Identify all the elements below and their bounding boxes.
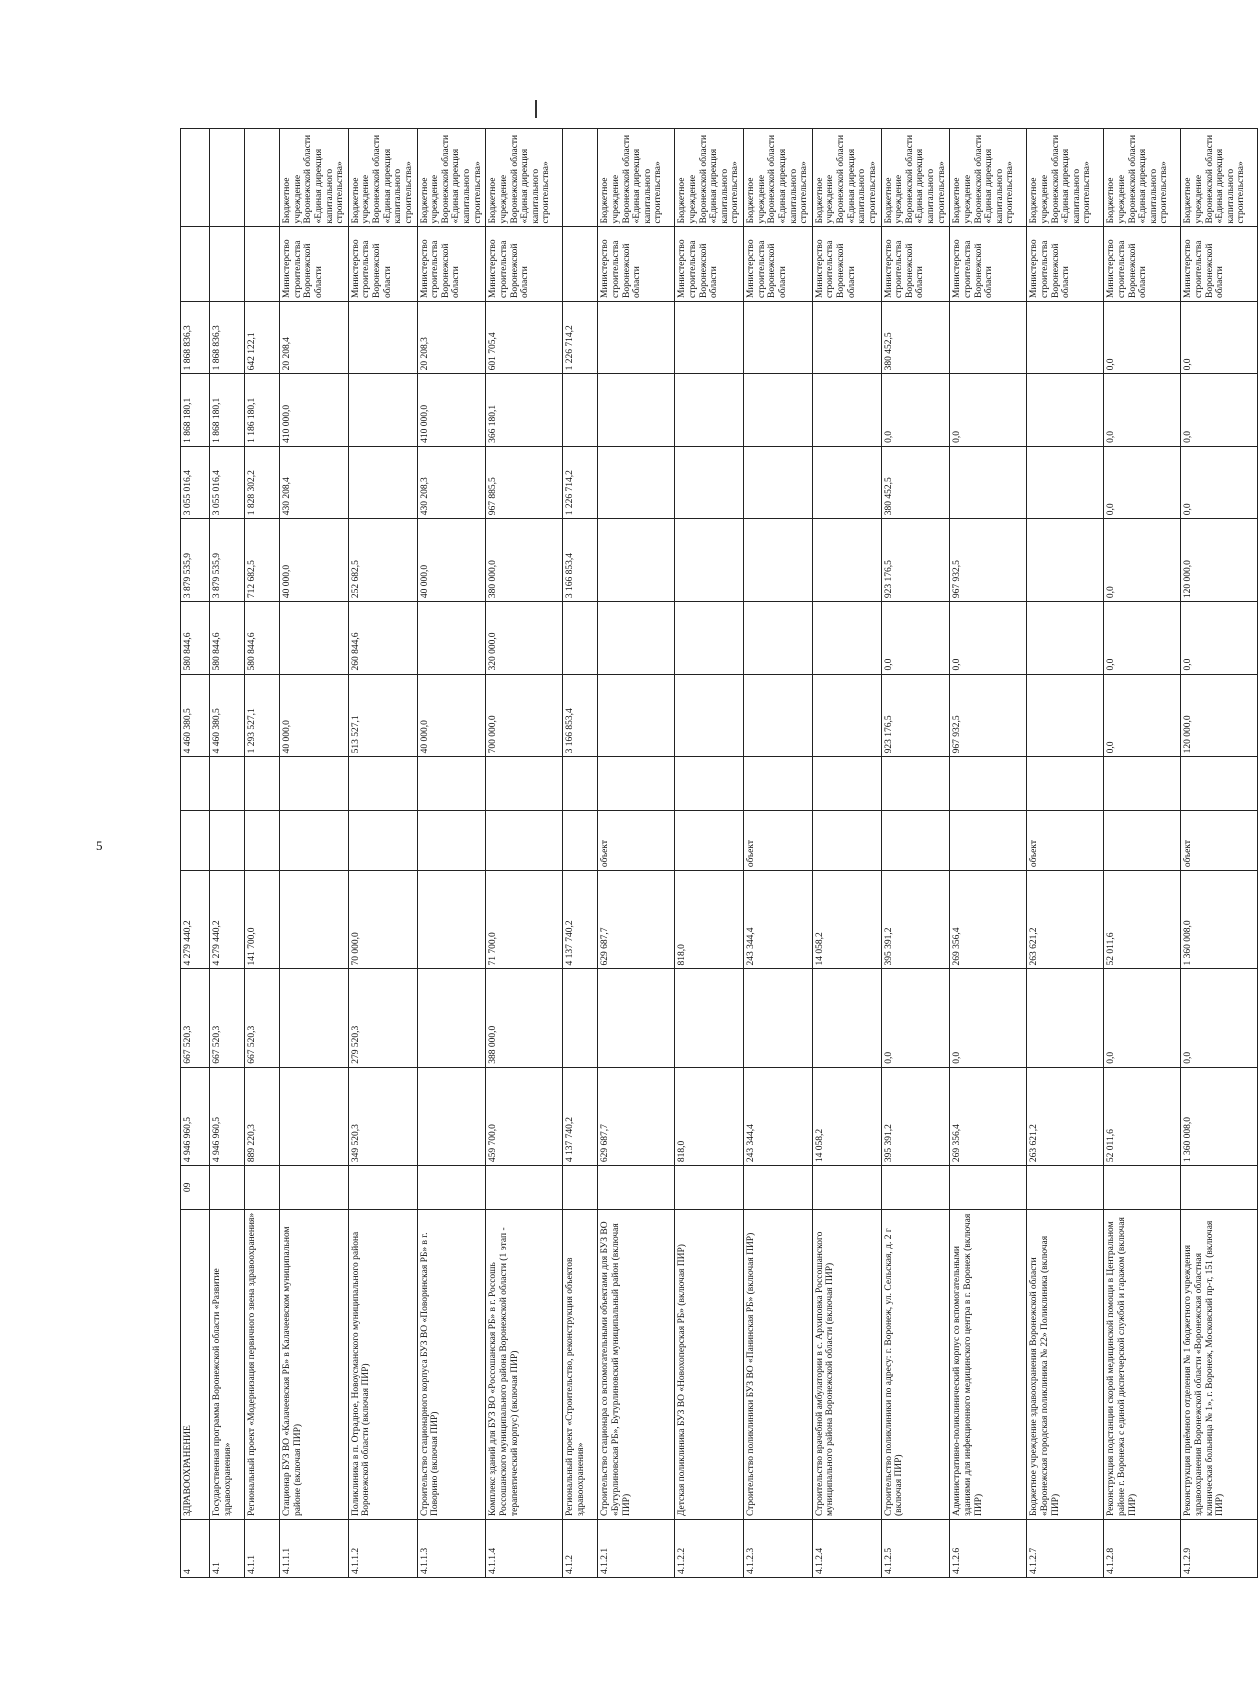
cell-quantity — [280, 757, 349, 811]
cell-regional-funds: 70 000,0 — [348, 871, 417, 969]
cell-section-code — [486, 1166, 563, 1209]
cell-quantity — [675, 757, 744, 811]
cell-total-cost: 395 391,2 — [881, 1067, 950, 1165]
cell-row-name: Стационар БУЗ ВО «Калачеевская РБ» в Калачеевском муниципальном районе (включая ПИР) — [280, 1209, 349, 1520]
cell-regional-2023 — [1027, 519, 1104, 602]
cell-total-2024: 0,0 — [1104, 446, 1181, 518]
cell-regional-funds — [417, 871, 486, 969]
cell-total-cost: 459 700,0 — [486, 1067, 563, 1165]
cell-row-name: Комплекс зданий для БУЗ ВО «Россошанская РБ» в г. Россошь Россошанского муниципального района Воронежской области (1 этап - терапевтический корпус) (включая ПИР) — [486, 1209, 563, 1520]
cell-federal-funds: 0,0 — [1104, 969, 1181, 1067]
table-row — [1181, 129, 1258, 1578]
cell-row-name: Бюджетное учреждение здравоохранения Воронежской области «Воронежская городская поликлиника № 22» Поликлиника (включая ПИР) — [1027, 1209, 1104, 1520]
cell-section-code — [563, 1166, 598, 1209]
cell-regional-2024 — [675, 301, 744, 373]
cell-builder: Бюджетное учреждение Воронежской области «Единая дирекция капитального строительства» — [744, 129, 813, 227]
cell-section-code — [1027, 1166, 1104, 1209]
cell-builder: Бюджетное учреждение Воронежской области «Единая дирекция капитального строительства» — [950, 129, 1027, 227]
cell-builder: Бюджетное учреждение Воронежской области «Единая дирекция капитального строительства» — [1104, 129, 1181, 227]
cell-federal-2024: 366 180,1 — [486, 374, 563, 446]
cell-unit — [1104, 811, 1181, 871]
cell-total-cost: 1 360 008,0 — [1181, 1067, 1258, 1165]
cell-customer: Министерство строительства Воронежской области — [348, 227, 417, 302]
cell-row-code: 4 — [181, 1520, 210, 1578]
cell-row-name: Административно-поликлинический корпус со вспомогательными зданиями для инфекционного медицинского центра в г. Воронеж (включая ПИР) — [950, 1209, 1027, 1520]
cell-federal-2023: 260 844,6 — [348, 602, 417, 674]
cell-total-2023 — [598, 674, 675, 757]
table-row — [744, 129, 813, 1578]
table-row — [950, 129, 1027, 1578]
cell-customer: Министерство строительства Воронежской области — [1104, 227, 1181, 302]
cell-federal-2023: 580 844,6 — [181, 602, 210, 674]
cell-federal-funds — [598, 969, 675, 1067]
cell-regional-2023: 252 682,5 — [348, 519, 417, 602]
cell-section-code — [245, 1166, 280, 1209]
cell-federal-2023: 320 000,0 — [486, 602, 563, 674]
cell-regional-funds: 243 344,4 — [744, 871, 813, 969]
cell-federal-2023 — [1027, 602, 1104, 674]
table-row — [1104, 129, 1181, 1578]
cell-total-2024 — [675, 446, 744, 518]
cell-customer — [181, 227, 210, 302]
cell-quantity — [1104, 757, 1181, 811]
cell-total-cost: 629 687,7 — [598, 1067, 675, 1165]
cell-federal-2023 — [280, 602, 349, 674]
budget-table — [180, 128, 1258, 1578]
rotated-table-wrapper — [180, 128, 1250, 1578]
cell-unit — [181, 811, 210, 871]
cell-row-name: ЗДРАВООХРАНЕНИЕ — [181, 1209, 210, 1520]
cell-row-code: 4.1.1.2 — [348, 1520, 417, 1578]
cell-customer: Министерство строительства Воронежской области — [950, 227, 1027, 302]
cell-unit — [417, 811, 486, 871]
cell-federal-funds — [280, 969, 349, 1067]
cell-row-name: Региональный проект «Строительство, реконструкция объектов здравоохранения» — [563, 1209, 598, 1520]
cell-regional-2023: 40 000,0 — [280, 519, 349, 602]
cell-row-code: 4.1.2.7 — [1027, 1520, 1104, 1578]
cell-total-cost — [417, 1067, 486, 1165]
cell-quantity — [181, 757, 210, 811]
cell-regional-funds: 14 058,2 — [812, 871, 881, 969]
cell-total-2023: 4 460 380,5 — [210, 674, 245, 757]
cell-regional-2024: 20 208,4 — [280, 301, 349, 373]
cell-customer: Министерство строительства Воронежской области — [598, 227, 675, 302]
cell-regional-2024 — [812, 301, 881, 373]
cell-regional-funds: 818,0 — [675, 871, 744, 969]
cell-customer: Министерство строительства Воронежской области — [417, 227, 486, 302]
table-row — [675, 129, 744, 1578]
cell-section-code — [280, 1166, 349, 1209]
cell-quantity — [598, 757, 675, 811]
cell-federal-2024: 1 868 180,1 — [181, 374, 210, 446]
cell-quantity — [744, 757, 813, 811]
cell-row-code: 4.1.1.1 — [280, 1520, 349, 1578]
cell-section-code — [675, 1166, 744, 1209]
cell-total-cost: 263 621,2 — [1027, 1067, 1104, 1165]
cell-federal-2024 — [744, 374, 813, 446]
cell-row-code: 4.1.2.9 — [1181, 1520, 1258, 1578]
table-rotation-frame — [180, 128, 1250, 1578]
cell-federal-2024: 1 868 180,1 — [210, 374, 245, 446]
cell-federal-funds — [417, 969, 486, 1067]
cell-row-code: 4.1 — [210, 1520, 245, 1578]
cell-regional-2024: 1 226 714,2 — [563, 301, 598, 373]
cell-total-2023 — [1027, 674, 1104, 757]
cell-customer: Министерство строительства Воронежской области — [1027, 227, 1104, 302]
cell-customer — [245, 227, 280, 302]
cell-regional-funds: 71 700,0 — [486, 871, 563, 969]
cell-total-2024: 1 226 714,2 — [563, 446, 598, 518]
cell-regional-2023: 3 166 853,4 — [563, 519, 598, 602]
table-body — [181, 129, 1258, 1578]
cell-regional-2024 — [598, 301, 675, 373]
cell-customer: Министерство строительства Воронежской области — [486, 227, 563, 302]
cell-row-code: 4.1.2.6 — [950, 1520, 1027, 1578]
cell-builder: Бюджетное учреждение Воронежской области «Единая дирекция капитального строительства» — [1181, 129, 1258, 227]
cell-federal-funds: 667 520,3 — [181, 969, 210, 1067]
cell-regional-2024: 380 452,5 — [881, 301, 950, 373]
cell-section-code — [1104, 1166, 1181, 1209]
cell-builder — [210, 129, 245, 227]
cell-federal-funds: 0,0 — [950, 969, 1027, 1067]
cell-total-2023: 967 932,5 — [950, 674, 1027, 757]
cell-federal-funds: 667 520,3 — [245, 969, 280, 1067]
cell-federal-2024 — [598, 374, 675, 446]
cell-section-code: 09 — [181, 1166, 210, 1209]
cell-total-cost: 889 220,3 — [245, 1067, 280, 1165]
cell-total-2023: 40 000,0 — [417, 674, 486, 757]
cell-regional-2024 — [950, 301, 1027, 373]
cell-section-code — [1181, 1166, 1258, 1209]
cell-total-2023: 513 527,1 — [348, 674, 417, 757]
cell-federal-2023: 0,0 — [1181, 602, 1258, 674]
cell-quantity — [417, 757, 486, 811]
cell-federal-funds: 0,0 — [881, 969, 950, 1067]
cell-row-code: 4.1.2.3 — [744, 1520, 813, 1578]
cell-regional-funds: 629 687,7 — [598, 871, 675, 969]
cell-total-2023: 1 293 527,1 — [245, 674, 280, 757]
cell-customer: Министерство строительства Воронежской области — [744, 227, 813, 302]
cell-total-2023 — [812, 674, 881, 757]
cell-builder — [181, 129, 210, 227]
cell-total-2024: 430 208,3 — [417, 446, 486, 518]
cell-customer: Министерство строительства Воронежской области — [812, 227, 881, 302]
cell-regional-2023: 40 000,0 — [417, 519, 486, 602]
cell-regional-funds: 263 621,2 — [1027, 871, 1104, 969]
table-row — [210, 129, 245, 1578]
cell-section-code — [881, 1166, 950, 1209]
cell-federal-funds — [744, 969, 813, 1067]
table-row — [812, 129, 881, 1578]
cell-unit — [486, 811, 563, 871]
cell-total-2023 — [675, 674, 744, 757]
cell-section-code — [744, 1166, 813, 1209]
cell-quantity — [245, 757, 280, 811]
cell-unit: объект — [598, 811, 675, 871]
cell-total-2024 — [1027, 446, 1104, 518]
cell-total-2024: 1 828 302,2 — [245, 446, 280, 518]
cell-quantity — [1181, 757, 1258, 811]
cell-builder — [245, 129, 280, 227]
cell-regional-2023 — [744, 519, 813, 602]
cell-federal-2023 — [675, 602, 744, 674]
cell-regional-2023: 120 000,0 — [1181, 519, 1258, 602]
cell-total-2024 — [812, 446, 881, 518]
cell-row-code: 4.1.2.2 — [675, 1520, 744, 1578]
cell-builder: Бюджетное учреждение Воронежской области «Единая дирекция капитального строительства» — [598, 129, 675, 227]
cell-quantity — [881, 757, 950, 811]
margin-mark — [535, 100, 537, 118]
cell-customer: Министерство строительства Воронежской области — [675, 227, 744, 302]
cell-row-code: 4.1.2 — [563, 1520, 598, 1578]
cell-section-code — [417, 1166, 486, 1209]
cell-section-code — [348, 1166, 417, 1209]
cell-row-code: 4.1.1.3 — [417, 1520, 486, 1578]
cell-regional-2023 — [598, 519, 675, 602]
cell-federal-2024: 0,0 — [950, 374, 1027, 446]
cell-federal-2023: 0,0 — [950, 602, 1027, 674]
cell-federal-2024: 0,0 — [881, 374, 950, 446]
cell-total-2023: 0,0 — [1104, 674, 1181, 757]
cell-regional-funds: 52 011,6 — [1104, 871, 1181, 969]
table-row — [280, 129, 349, 1578]
cell-total-2024: 967 885,5 — [486, 446, 563, 518]
cell-builder: Бюджетное учреждение Воронежской области «Единая дирекция капитального строительства» — [812, 129, 881, 227]
cell-row-code: 4.1.1 — [245, 1520, 280, 1578]
cell-regional-2023 — [675, 519, 744, 602]
cell-unit — [881, 811, 950, 871]
cell-builder: Бюджетное учреждение Воронежской области «Единая дирекция капитального строительства» — [348, 129, 417, 227]
cell-unit — [245, 811, 280, 871]
cell-unit — [280, 811, 349, 871]
cell-federal-funds — [812, 969, 881, 1067]
cell-regional-2023: 380 000,0 — [486, 519, 563, 602]
cell-section-code — [598, 1166, 675, 1209]
cell-regional-funds: 141 700,0 — [245, 871, 280, 969]
cell-federal-funds: 667 520,3 — [210, 969, 245, 1067]
cell-federal-2024: 0,0 — [1181, 374, 1258, 446]
cell-unit — [950, 811, 1027, 871]
cell-federal-2023: 580 844,6 — [210, 602, 245, 674]
cell-row-code: 4.1.1.4 — [486, 1520, 563, 1578]
cell-row-name: Строительство поликлиники по адресу: г. Воронеж, ул. Сельская, д. 2 г (включая ПИР) — [881, 1209, 950, 1520]
cell-regional-funds: 4 279 440,2 — [181, 871, 210, 969]
cell-regional-2024: 642 122,1 — [245, 301, 280, 373]
cell-regional-2024: 1 868 836,3 — [181, 301, 210, 373]
cell-federal-funds: 388 000,0 — [486, 969, 563, 1067]
table-row — [181, 129, 210, 1578]
cell-federal-2024 — [812, 374, 881, 446]
cell-row-name: Реконструкция приёмного отделения № 1 бюджетного учреждения здравоохранения Воронежской области «Воронежская областная клиническая больница № 1», г. Воронеж, Московский пр-т, 151 (включая ПИР) — [1181, 1209, 1258, 1520]
cell-federal-2024: 410 000,0 — [280, 374, 349, 446]
table-row — [563, 129, 598, 1578]
cell-regional-2023: 0,0 — [1104, 519, 1181, 602]
cell-builder: Бюджетное учреждение Воронежской области «Единая дирекция капитального строительства» — [881, 129, 950, 227]
cell-federal-funds: 0,0 — [1181, 969, 1258, 1067]
cell-customer: Министерство строительства Воронежской области — [280, 227, 349, 302]
cell-regional-funds: 1 360 008,0 — [1181, 871, 1258, 969]
cell-row-name: Строительство стационара со вспомогательными объектами для БУЗ ВО «Бутурлиновская РБ», Бутурлиновский муниципальный район (включая ПИР) — [598, 1209, 675, 1520]
cell-federal-funds — [675, 969, 744, 1067]
cell-total-cost: 243 344,4 — [744, 1067, 813, 1165]
cell-regional-2024 — [1027, 301, 1104, 373]
table-row — [598, 129, 675, 1578]
cell-total-2023: 120 000,0 — [1181, 674, 1258, 757]
cell-total-cost: 818,0 — [675, 1067, 744, 1165]
cell-quantity — [348, 757, 417, 811]
cell-unit — [348, 811, 417, 871]
cell-regional-2024: 1 868 836,3 — [210, 301, 245, 373]
cell-federal-funds — [563, 969, 598, 1067]
cell-federal-2023 — [563, 602, 598, 674]
table-row — [348, 129, 417, 1578]
cell-regional-funds: 395 391,2 — [881, 871, 950, 969]
cell-regional-funds: 269 356,4 — [950, 871, 1027, 969]
cell-builder: Бюджетное учреждение Воронежской области «Единая дирекция капитального строительства» — [1027, 129, 1104, 227]
cell-builder: Бюджетное учреждение Воронежской области «Единая дирекция капитального строительства» — [280, 129, 349, 227]
cell-federal-2024 — [1027, 374, 1104, 446]
cell-customer: Министерство строительства Воронежской области — [1181, 227, 1258, 302]
cell-total-cost: 269 356,4 — [950, 1067, 1027, 1165]
cell-customer — [563, 227, 598, 302]
cell-total-2023: 700 000,0 — [486, 674, 563, 757]
cell-total-2024 — [348, 446, 417, 518]
cell-federal-2024: 0,0 — [1104, 374, 1181, 446]
cell-federal-2024: 410 000,0 — [417, 374, 486, 446]
cell-builder: Бюджетное учреждение Воронежской области «Единая дирекция капитального строительства» — [417, 129, 486, 227]
cell-quantity — [950, 757, 1027, 811]
cell-federal-2024 — [348, 374, 417, 446]
cell-federal-2023: 0,0 — [881, 602, 950, 674]
table-row — [486, 129, 563, 1578]
cell-unit — [210, 811, 245, 871]
cell-regional-2024: 20 208,3 — [417, 301, 486, 373]
cell-regional-2023: 712 682,5 — [245, 519, 280, 602]
cell-total-2024 — [744, 446, 813, 518]
cell-total-2023: 923 176,5 — [881, 674, 950, 757]
cell-row-code: 4.1.2.5 — [881, 1520, 950, 1578]
cell-total-cost: 14 058,2 — [812, 1067, 881, 1165]
cell-regional-2023 — [812, 519, 881, 602]
cell-federal-funds — [1027, 969, 1104, 1067]
cell-customer — [210, 227, 245, 302]
cell-federal-2023: 580 844,6 — [245, 602, 280, 674]
table-row — [881, 129, 950, 1578]
cell-regional-2024 — [348, 301, 417, 373]
table-row — [1027, 129, 1104, 1578]
cell-total-2023: 3 166 853,4 — [563, 674, 598, 757]
cell-row-name: Поликлиника в п. Отрадное, Новоусманского муниципального района Воронежской области (включая ПИР) — [348, 1209, 417, 1520]
cell-unit: объект — [1027, 811, 1104, 871]
cell-row-name: Реконструкция подстанции скорой медицинской помощи в Центральном районе г. Воронежа с единой диспетчерской службой и гаражом (включая ПИР) — [1104, 1209, 1181, 1520]
cell-builder: Бюджетное учреждение Воронежской области «Единая дирекция капитального строительства» — [486, 129, 563, 227]
cell-row-name: Региональный проект «Модернизация первичного звена здравоохранения» — [245, 1209, 280, 1520]
cell-federal-2023 — [598, 602, 675, 674]
cell-regional-funds: 4 137 740,2 — [563, 871, 598, 969]
cell-federal-2024 — [563, 374, 598, 446]
cell-regional-funds: 4 279 440,2 — [210, 871, 245, 969]
cell-total-2024 — [598, 446, 675, 518]
cell-builder: Бюджетное учреждение Воронежской области «Единая дирекция капитального строительства» — [675, 129, 744, 227]
cell-regional-2024 — [744, 301, 813, 373]
cell-federal-funds: 279 520,3 — [348, 969, 417, 1067]
cell-federal-2023 — [744, 602, 813, 674]
cell-total-2024: 0,0 — [1181, 446, 1258, 518]
cell-regional-2023: 967 932,5 — [950, 519, 1027, 602]
cell-federal-2023: 0,0 — [1104, 602, 1181, 674]
cell-quantity — [486, 757, 563, 811]
cell-row-code: 4.1.2.1 — [598, 1520, 675, 1578]
cell-builder — [563, 129, 598, 227]
cell-total-cost: 349 520,3 — [348, 1067, 417, 1165]
cell-quantity — [210, 757, 245, 811]
cell-quantity — [812, 757, 881, 811]
cell-federal-2024 — [675, 374, 744, 446]
cell-total-2023: 4 460 380,5 — [181, 674, 210, 757]
cell-federal-2023 — [417, 602, 486, 674]
cell-total-cost — [280, 1067, 349, 1165]
cell-total-2023 — [744, 674, 813, 757]
cell-regional-funds — [280, 871, 349, 969]
cell-customer: Министерство строительства Воронежской области — [881, 227, 950, 302]
page-number: 5 — [96, 838, 103, 853]
cell-unit — [812, 811, 881, 871]
cell-total-cost: 4 137 740,2 — [563, 1067, 598, 1165]
table-row — [245, 129, 280, 1578]
table-row — [417, 129, 486, 1578]
cell-section-code — [812, 1166, 881, 1209]
cell-total-2024: 3 055 016,4 — [181, 446, 210, 518]
cell-unit — [675, 811, 744, 871]
cell-total-2023: 40 000,0 — [280, 674, 349, 757]
cell-total-cost: 4 946 960,5 — [210, 1067, 245, 1165]
cell-quantity — [1027, 757, 1104, 811]
cell-unit: объект — [1181, 811, 1258, 871]
cell-regional-2024: 0,0 — [1104, 301, 1181, 373]
cell-total-cost: 52 011,6 — [1104, 1067, 1181, 1165]
cell-unit — [563, 811, 598, 871]
cell-row-name: Строительство стационарного корпуса БУЗ ВО «Поворинская РБ» в г. Поворино (включая ПИР) — [417, 1209, 486, 1520]
cell-total-2024: 3 055 016,4 — [210, 446, 245, 518]
cell-section-code — [950, 1166, 1027, 1209]
cell-section-code — [210, 1166, 245, 1209]
cell-row-name: Государственная программа Воронежской области «Развитие здравоохранения» — [210, 1209, 245, 1520]
cell-regional-2023: 3 879 535,9 — [181, 519, 210, 602]
cell-row-name: Строительство поликлиники БУЗ ВО «Панинская РБ» (включая ПИР) — [744, 1209, 813, 1520]
cell-row-code: 4.1.2.8 — [1104, 1520, 1181, 1578]
cell-federal-2024: 1 186 180,1 — [245, 374, 280, 446]
cell-regional-2024: 0,0 — [1181, 301, 1258, 373]
cell-total-2024 — [950, 446, 1027, 518]
cell-total-cost: 4 946 960,5 — [181, 1067, 210, 1165]
cell-unit: объект — [744, 811, 813, 871]
cell-row-code: 4.1.2.4 — [812, 1520, 881, 1578]
cell-regional-2024: 601 705,4 — [486, 301, 563, 373]
cell-federal-2023 — [812, 602, 881, 674]
cell-regional-2023: 923 176,5 — [881, 519, 950, 602]
cell-total-2024: 430 208,4 — [280, 446, 349, 518]
cell-regional-2023: 3 879 535,9 — [210, 519, 245, 602]
cell-quantity — [563, 757, 598, 811]
cell-row-name: Детская поликлиника БУЗ ВО «Новохоперская РБ» (включая ПИР) — [675, 1209, 744, 1520]
cell-row-name: Строительство врачебной амбулатории в с. Архиповка Россошанского муниципального района Воронежской области (включая ПИР) — [812, 1209, 881, 1520]
cell-total-2024: 380 452,5 — [881, 446, 950, 518]
